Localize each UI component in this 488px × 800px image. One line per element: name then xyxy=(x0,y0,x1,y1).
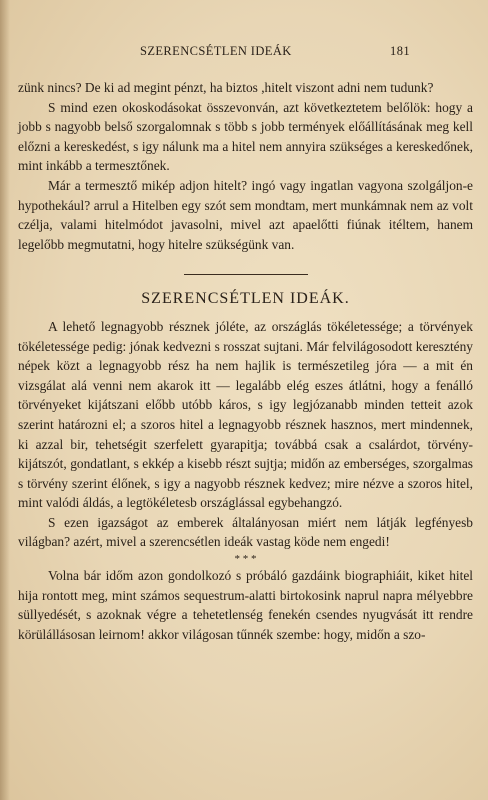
paragraph-continued: zünk nincs? De ki ad megint pénzt, ha biztos ,hitelt viszont adni nem tudunk? xyxy=(18,80,434,95)
asterism-separator: * * * xyxy=(234,553,257,566)
page-body xyxy=(18,78,473,644)
paragraph: Már a termesztő mikép adjon hitelt? ingó vagy ingatlan vagyona szolgáljon-e hypothekául? arrul a Hitelben egy szót sem mondtam, mert munkámnak nem az volt czélja, valami hitelmódot javasolni, mivel azt apaelőtti fiúnak itéltem, hanem legelőbb megmutatni, hogy hitelre szükségünk van. xyxy=(18,177,473,252)
section-heading: SZERENCSÉTLEN IDEÁK. xyxy=(141,290,350,308)
section-divider xyxy=(184,274,308,275)
paragraph: Volna bár időm azon gondolkozó s próbáló gazdáink biographiáit, kiket hitel hija rontott meg, mint számos sequestrum-alatti birtokosink naprul napra mélyebbre süllyedését, s azoknak végre a tehetetlenség fenekén csendes nyugvását itt rendre körülállásosan leirnom! akkor világosan tűnnék szembe: hogy, midőn a szo- xyxy=(18,568,473,642)
page-number: 181 xyxy=(390,44,410,58)
paragraph: A lehető legnagyobb résznek jóléte, az országlás tökéletessége; a törvények tökéletessége pedig: jónak kedvezni s rosszat sujtani. Már felvilágosodott keresztény népek közt a legnagyobb rész ha nem hajlik is természetileg jóra — a mit én vizsgálat alá venni nem akarok itt — legalább elég eszes átlátni, hogy a fenálló törvényeket kijátszani előbb utóbb káros, s igy legjózanabb minden tetteit azok szerint határozni el; a szoros hitel a legnagyobb résznek hasznos, mert mindennek, ki azzal bir, tehetségit szerfelett gyarapitja; továbbá csak a csalárdot, törvény-kijátszót, gondatlant, s ekkép a kisebb részt sujtja; midőn az emberséges, szorgalmas s törvény szerint élőnek, s igy a nagyobb résznek kedvez; mire nézve a szoros hitel, mint valódi áldás, a legtökéletesb országlással egybehangzó. xyxy=(18,318,473,511)
paragraph: S ezen igazságot az emberek általányosan miért nem látják legfényesb világban? azért, mivel a szerencsétlen ideák vastag köde nem engedi! xyxy=(18,514,473,550)
paragraph: S mind ezen okoskodásokat összevonván, azt következtetem belőlök: hogy a jobb s nagyobb belső szorgalomnak s több s jobb termények előállításának meg kell előzni a kereskedést, s igy nálunk ma a hitel nem annyira szükséges a kereskedőnek, mint inkább a termesztőnek. xyxy=(18,99,473,174)
running-header-title: SZERENCSÉTLEN IDEÁK xyxy=(140,44,292,58)
page-gutter-shadow xyxy=(0,0,10,800)
